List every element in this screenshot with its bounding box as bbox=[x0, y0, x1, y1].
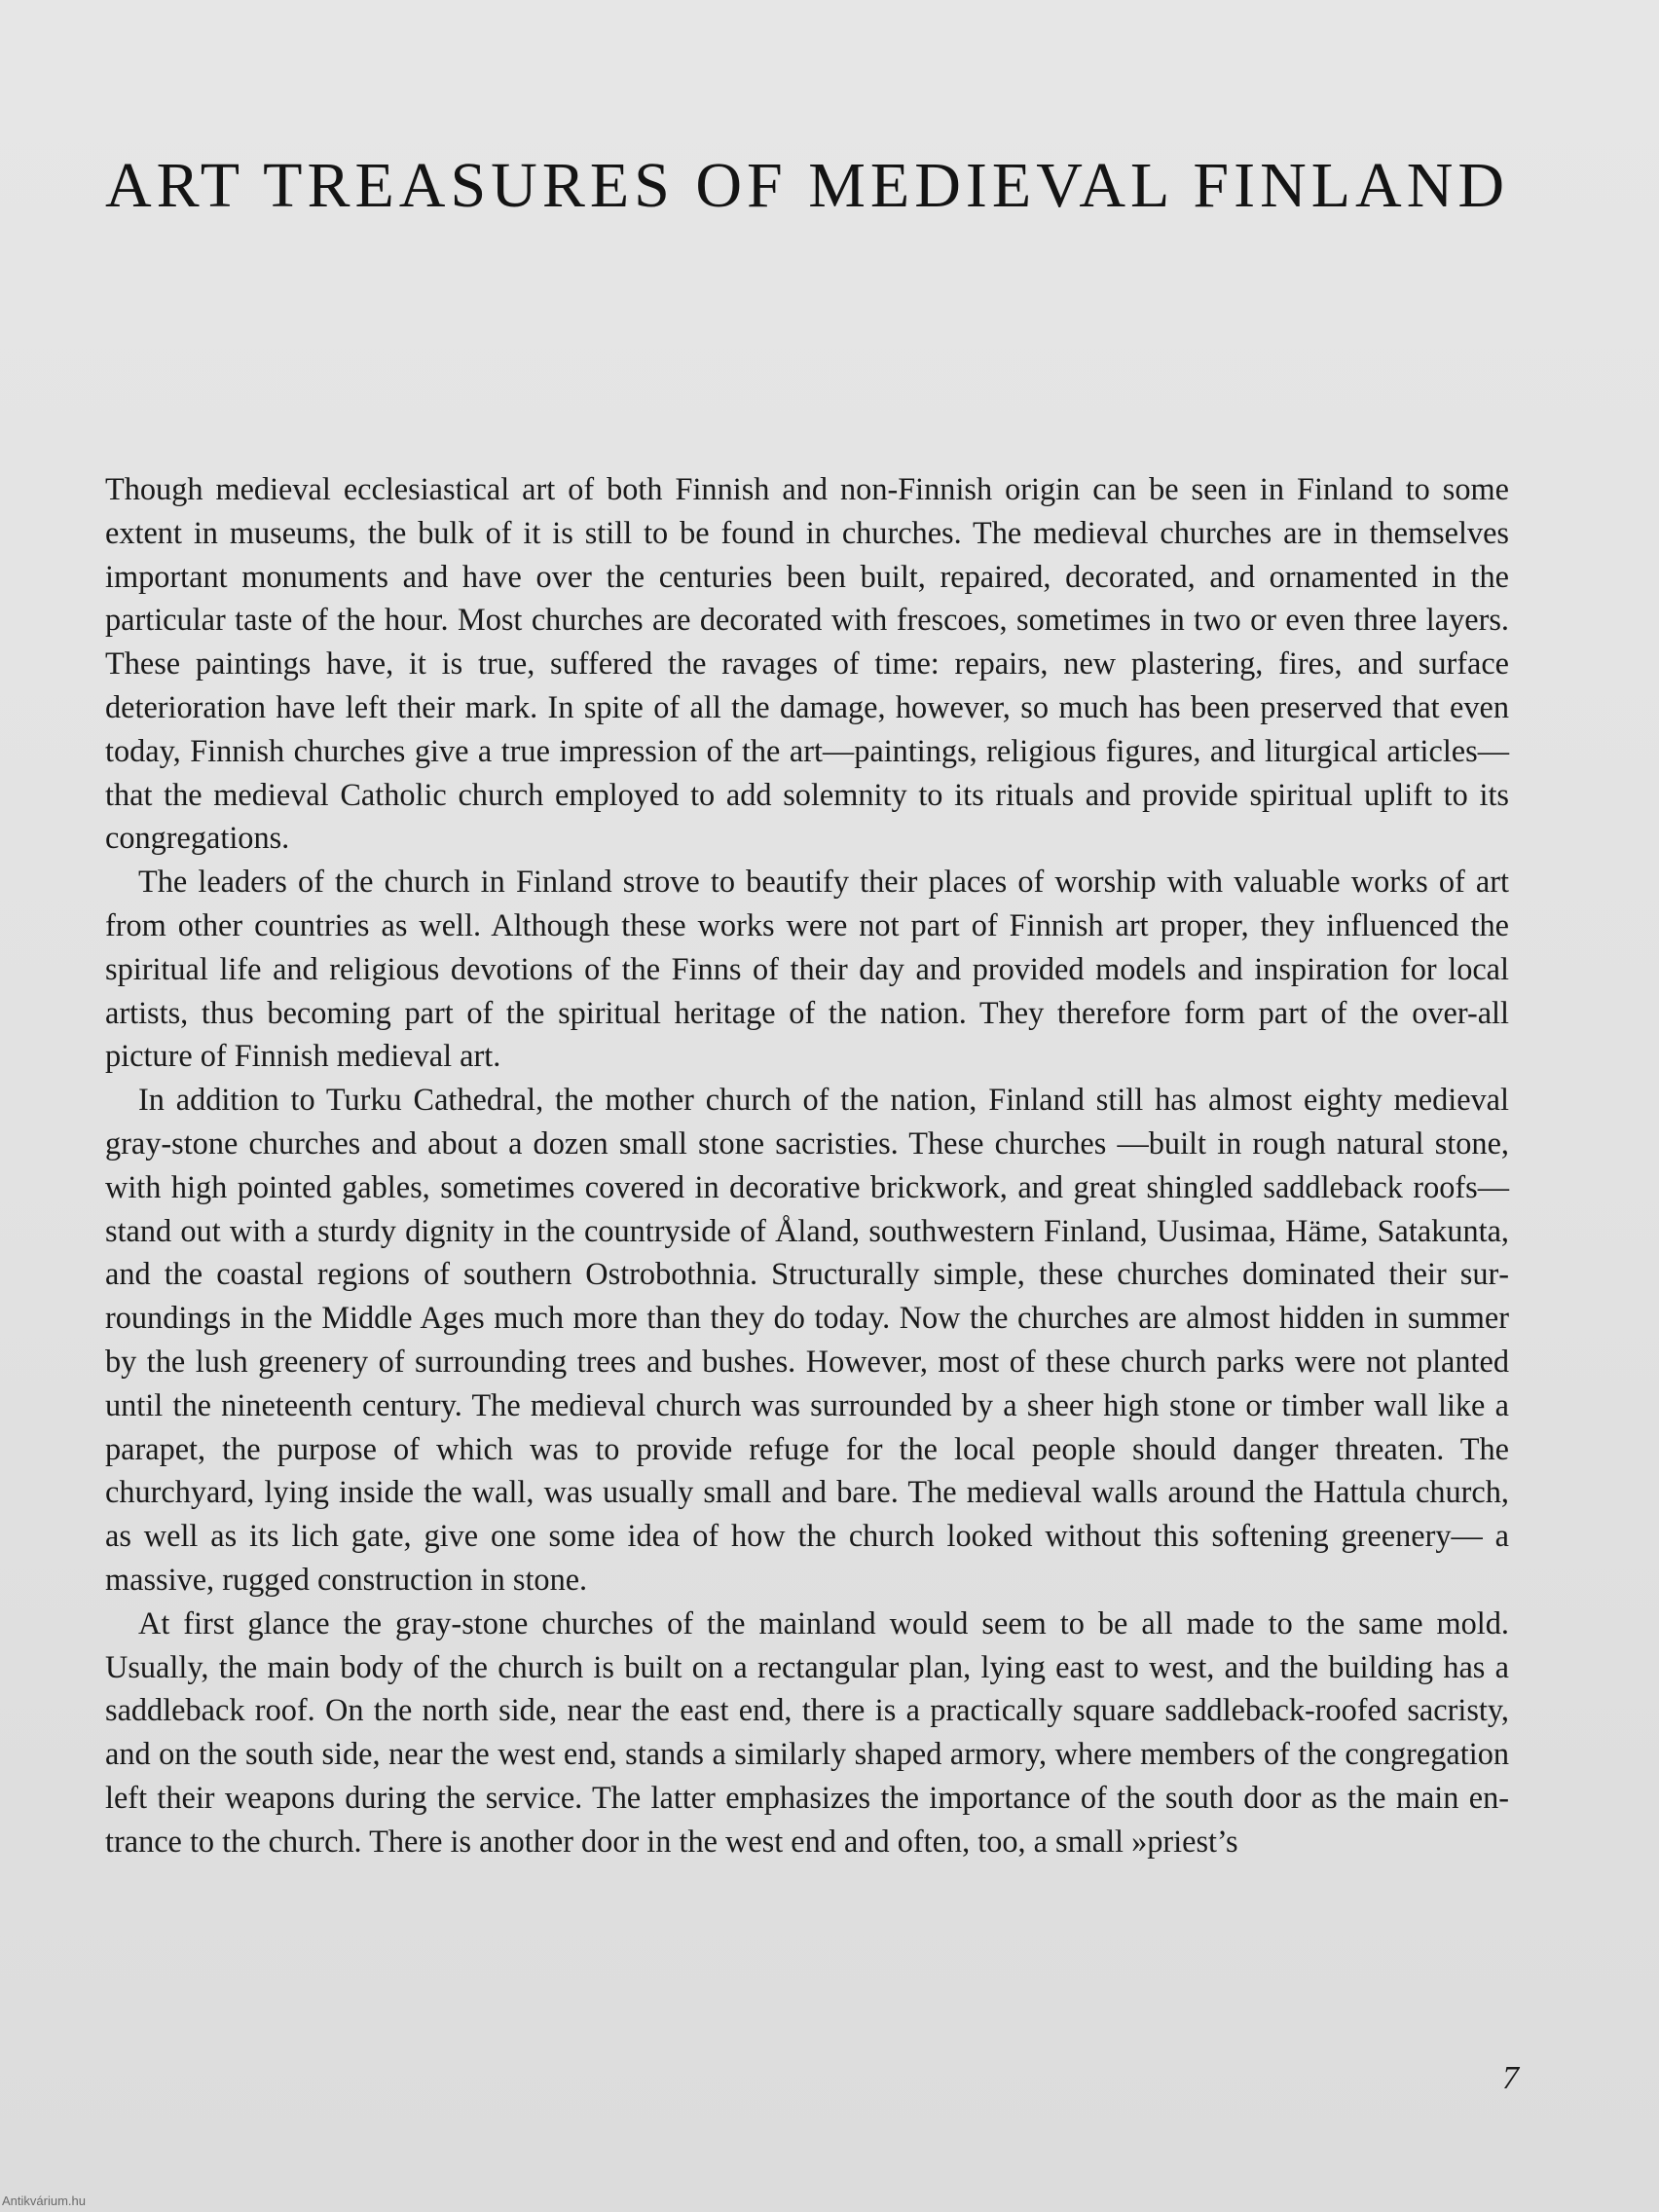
chapter-title: ART TREASURES OF MEDIEVAL FINLAND bbox=[105, 150, 1510, 221]
body-text bbox=[105, 467, 1509, 1863]
paragraph-2: The leaders of the church in Finland strove to beautify their places of worship with valuable works of art from other countries as well. Although these works were not part of Finnish art proper, they influenced the spiritual life and religious devotions of the Finns of their day and provided models and inspiration for local artists, thus becoming part of the spiritual heritage of the nation. They therefore form part of the over-all picture of Finnish medieval art. bbox=[105, 864, 1509, 1074]
paragraph-4: At first glance the gray-stone churches of the mainland would seem to be all made to the same mold. Usually, the main body of the church is built on a rectangular plan, lying east to west, and the building has a saddleback roof. On the north side, near the east end, there is a practically square saddleback-roofed sacristy, and on the south side, near the west end, stands a similarly shaped armory, where members of the congregation left their weapons during the service. The latter emphasizes the importance of the south door as the main entrance to the church. There is another door in the west end and often, too, a small »priest’s bbox=[105, 1604, 1509, 1859]
paragraph-3: In addition to Turku Cathedral, the mother church of the nation, Finland still has almost eighty medieval gray-stone churches and about a dozen small stone sacristies. These churches —built in rough natural stone, with high pointed gables, sometimes covered in decorative brickwork, and great shingled saddleback roofs—stand out with a sturdy dignity in the countryside of Åland, southwestern Finland, Uusimaa, Häme, Satakunta, and the coastal regions of southern Ostrobothnia. Structurally simple, these churches dominated their surroundings in the Middle Ages much more than they do today. Now the churches are almost hidden in summer by the lush greenery of surrounding trees and bushes. However, most of these church parks were not planted until the nineteenth century. The medieval church was surrounded by a sheer high stone or timber wall like a parapet, the purpose of which was to provide refuge for the local people should danger threaten. The churchyard, lying inside the wall, was usually small and bare. The medieval walls around the Hattula church, as well as its lich gate, give one some idea of how the church looked without this softening greenery— a massive, rugged construction in stone. bbox=[105, 1082, 1509, 1597]
page-number: 7 bbox=[1502, 2060, 1519, 2096]
watermark: Antikvárium.hu bbox=[2, 2194, 86, 2208]
paragraph-1: Though medieval ecclesiastical art of both Finnish and non-Finnish origin can be seen in Finland to some extent in museums, the bulk of it is still to be found in churches. The medieval churches are in themselves important monuments and have over the centuries been built, repaired, decorated, and ornamented in the particular taste of the hour. Most churches are decorated with frescoes, sometimes in two or even three layers. These paintings have, it is true, suffered the ravages of time: repairs, new plastering, fires, and surface deterioration have left their mark. In spite of all the damage, however, so much has been preserved that even today, Finnish churches give a true impression of the art—paintings, religious figures, and liturgical articles—that the medieval Catholic church employed to add solemnity to its rituals and provide spiritual uplift to its congregations. bbox=[105, 471, 1509, 856]
